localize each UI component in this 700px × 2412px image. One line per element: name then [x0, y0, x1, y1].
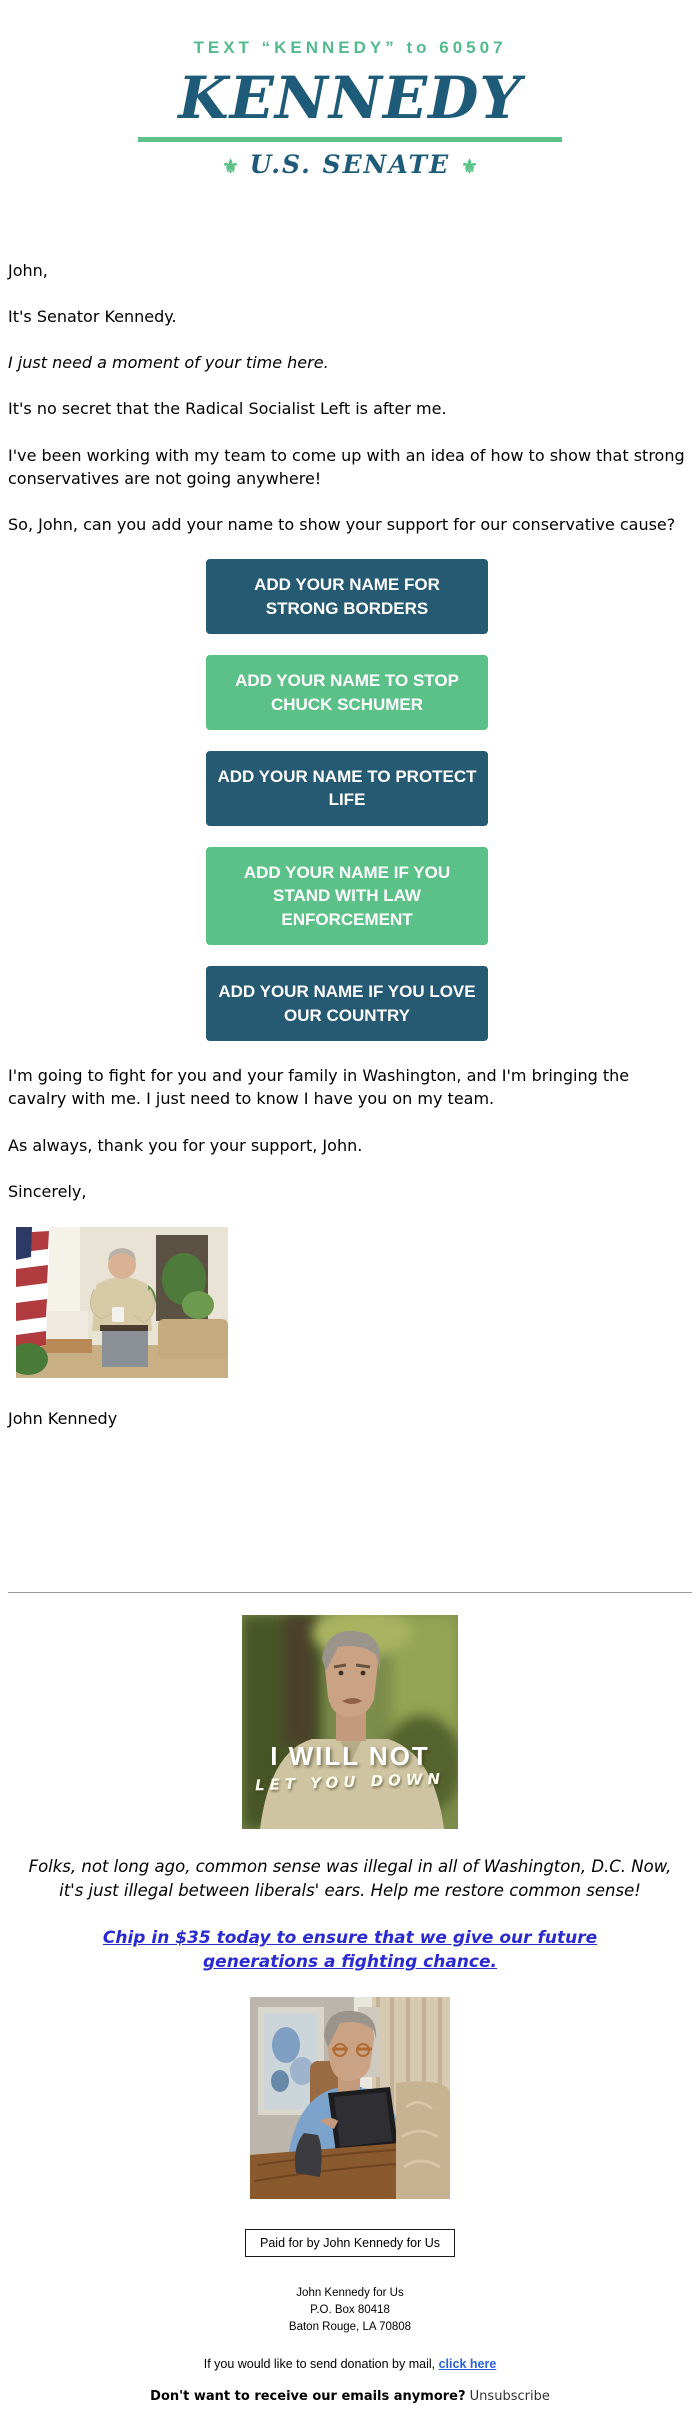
mail-donation-line — [0, 2357, 700, 2371]
kennedy-meme-image — [242, 1615, 458, 1829]
paid-for-box: Paid for by John Kennedy for Us — [245, 2229, 455, 2257]
po-box: P.O. Box 80418 — [310, 2304, 390, 2316]
mail-donation-text: If you would like to send donation by mail, — [203, 2356, 436, 2371]
org-name: John Kennedy for Us — [296, 2286, 404, 2299]
kennedy-porch-photo — [16, 1227, 686, 1384]
paragraph: It's Senator Kennedy. — [8, 307, 177, 327]
letter-copy — [0, 259, 700, 1430]
unsubscribe-link[interactable]: Unsubscribe — [469, 2388, 550, 2404]
disclaimer-area — [0, 2229, 700, 2257]
unsubscribe-line — [0, 2389, 700, 2404]
us-senate-tagline — [0, 150, 700, 179]
sms-shortcode-line: TEXT “KENNEDY” to 60507 — [193, 38, 507, 57]
fleur-de-lis-icon: ⚜ — [460, 155, 478, 178]
add-name-law-enforcement-button[interactable]: ADD YOUR NAME IF YOU STAND WITH LAW ENFORCEMENT — [206, 847, 488, 945]
signature-name: John Kennedy — [8, 1409, 118, 1429]
unsubscribe-text: Don't want to receive our emails anymore? — [150, 2388, 466, 2404]
logo-underline — [138, 137, 562, 142]
campaign-header — [0, 0, 700, 179]
chip-in-donate-link[interactable]: Chip in $35 today to ensure that we give our future generations a fighting chance. — [102, 1928, 598, 1972]
meme-caption-line2: LET YOU DOWN — [254, 1770, 446, 1795]
paragraph: So, John, can you add your name to show your support for our conservative cause? — [8, 515, 676, 535]
ps-quote: Folks, not long ago, common sense was illegal in all of Washington, D.C. Now, it's just illegal between liberals' ears. Help me restore common sense! — [28, 1857, 672, 1901]
add-name-strong-borders-button[interactable]: ADD YOUR NAME FOR STRONG BORDERS — [206, 559, 488, 634]
mail-donation-click-here-link[interactable]: click here — [438, 2356, 497, 2371]
kennedy-tablet-photo — [250, 1997, 450, 2203]
add-name-protect-life-button[interactable]: ADD YOUR NAME TO PROTECT LIFE — [206, 751, 488, 826]
paragraph: Sincerely, — [8, 1181, 87, 1201]
paragraph: It's no secret that the Radical Socialist Left is after me. — [8, 399, 447, 419]
paragraph: As always, thank you for your support, John. — [8, 1135, 363, 1155]
meme-caption-line1: I WILL NOT — [270, 1741, 430, 1772]
paragraph-italic: I just need a moment of your time here. — [8, 353, 329, 373]
paragraph: I'm going to fight for you and your family in Washington, and I'm bringing the cavalry with me. I just need to know I have you on my team. — [8, 1066, 630, 1109]
add-name-stop-schumer-button[interactable]: ADD YOUR NAME TO STOP CHUCK SCHUMER — [206, 655, 488, 730]
section-divider — [8, 1592, 692, 1593]
fleur-de-lis-icon: ⚜ — [222, 155, 240, 178]
add-name-love-country-button[interactable]: ADD YOUR NAME IF YOU LOVE OUR COUNTRY — [206, 966, 488, 1041]
kennedy-logo: KENNEDY — [178, 64, 522, 132]
city-state-zip: Baton Rouge, LA 70808 — [288, 2321, 412, 2334]
greeting: John, — [8, 260, 48, 280]
paragraph: I've been working with my team to come up with an idea of how to show that strong conservatives are not going anywhere! — [8, 445, 685, 488]
mailing-address — [0, 2285, 700, 2337]
tagline-text: U.S. SENATE — [249, 149, 451, 179]
